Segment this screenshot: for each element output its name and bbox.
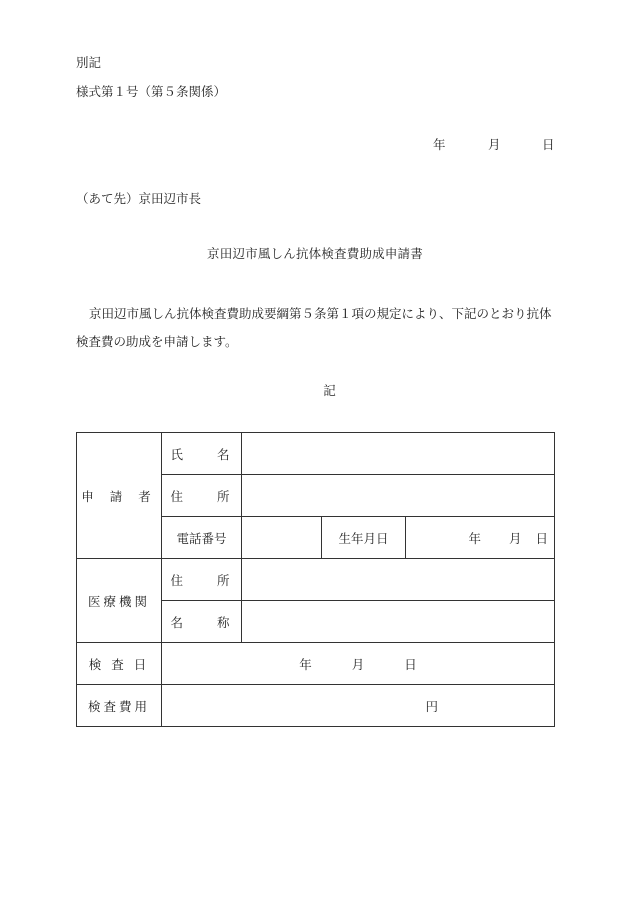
exam-cost-field[interactable] — [162, 685, 555, 727]
applicant-address-label: 住 所 — [162, 475, 242, 517]
birth-day-label: 日 — [535, 530, 549, 546]
recipient: （あて先）京田辺市長 — [76, 191, 202, 206]
applicant-name-field[interactable] — [242, 433, 555, 475]
applicant-birth-label: 生年月日 — [322, 517, 406, 559]
birth-month-label: 月 — [508, 530, 522, 546]
applicant-phone-label: 電話番号 — [162, 517, 242, 559]
date-month-label: 月 — [488, 137, 501, 152]
body-text: 京田辺市風しん抗体検査費助成要綱第５条第１項の規定により、下記のとおり抗体検査費の助成を申請します。 — [76, 306, 552, 349]
table-row — [77, 433, 555, 475]
table-row — [77, 559, 555, 601]
table-row — [77, 685, 555, 727]
institution-name-field[interactable] — [242, 601, 555, 643]
ki-heading: 記 — [323, 383, 336, 398]
applicant-name-label: 氏 名 — [162, 433, 242, 475]
table-row — [77, 643, 555, 685]
exam-year-label: 年 — [299, 656, 312, 672]
applicant-address-field[interactable] — [242, 475, 555, 517]
institution-address-field[interactable] — [242, 559, 555, 601]
exam-cost-label: 検査費用 — [77, 685, 162, 727]
institution-label: 医療機関 — [77, 559, 162, 643]
exam-month-label: 月 — [351, 656, 365, 672]
exam-date-field[interactable] — [162, 643, 555, 685]
applicant-birth-field[interactable] — [406, 517, 555, 559]
institution-address-label: 住 所 — [162, 559, 242, 601]
document-title: 京田辺市風しん抗体検査費助成申請書 — [207, 246, 423, 261]
date-year-label: 年 — [433, 137, 446, 152]
birth-year-label: 年 — [468, 530, 481, 546]
application-table — [76, 432, 555, 727]
exam-date-label: 検 査 日 — [77, 643, 162, 685]
applicant-label: 申 請 者 — [77, 433, 162, 559]
form-number: 様式第１号（第５条関係） — [76, 84, 227, 99]
attachment-label: 別記 — [76, 55, 102, 70]
applicant-phone-field[interactable] — [242, 517, 322, 559]
exam-day-label: 日 — [404, 656, 417, 672]
date-day-label: 日 — [542, 137, 555, 152]
institution-name-label: 名 称 — [162, 601, 242, 643]
exam-cost-unit: 円 — [425, 698, 439, 714]
